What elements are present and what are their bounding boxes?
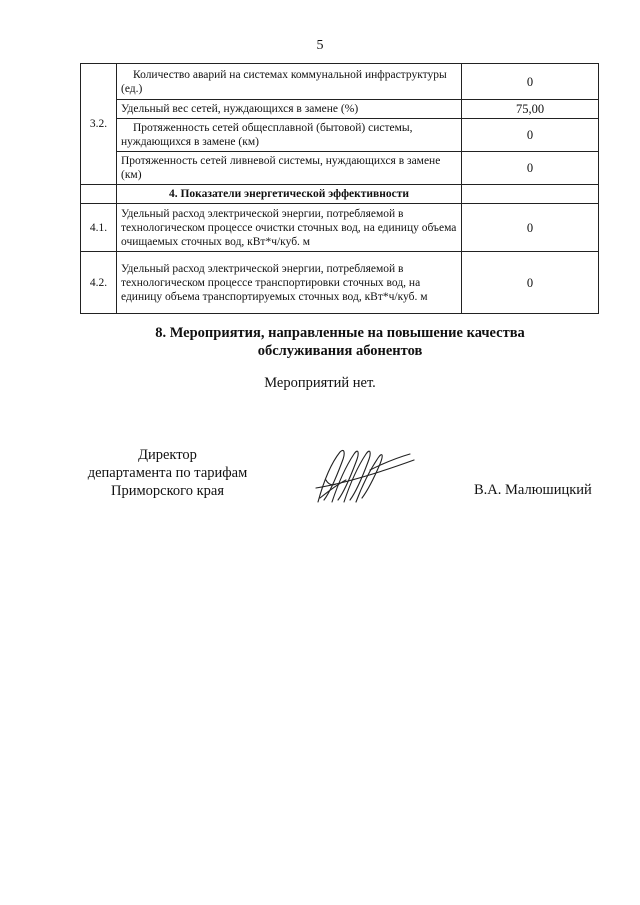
table-row — [81, 152, 599, 185]
indicator-description: Протяженность сетей общесплавной (бытовой) системы, нуждающихся в замене (км) — [117, 119, 462, 152]
position-line: Приморского края — [110, 483, 224, 499]
row-number: 4.1. — [81, 204, 117, 252]
indicator-description: Протяженность сетей ливневой системы, нуждающихся в замене (км) — [117, 152, 462, 185]
section-heading: 4. Показатели энергетической эффективности — [117, 185, 462, 204]
section-title-line: 8. Мероприятия, направленные на повышение качества — [155, 325, 525, 341]
page-number: 5 — [316, 38, 324, 53]
indicator-value: 0 — [462, 252, 599, 314]
table-row — [81, 204, 599, 252]
empty-cell — [81, 185, 117, 204]
section-heading-row — [81, 185, 599, 204]
indicator-description: Количество аварий на системах коммунальной инфраструктуры (ед.) — [117, 64, 462, 100]
indicator-value: 75,00 — [462, 100, 599, 119]
section-body: Мероприятий нет. — [264, 375, 376, 391]
signatory-position — [60, 446, 275, 500]
indicators-table — [80, 63, 599, 314]
position-line: департамента по тарифам — [87, 465, 248, 481]
row-number: 4.2. — [81, 252, 117, 314]
indicator-description: Удельный расход электрической энергии, потребляемой в технологическом процессе очистки сточных вод, на единицу объема очищаемых сточных вод, кВт*ч/куб. м — [117, 204, 462, 252]
indicator-description: Удельный расход электрической энергии, потребляемой в технологическом процессе транспортировки сточных вод, на единицу объема транспортируемых сточных вод, кВт*ч/куб. м — [117, 252, 462, 314]
signatory-name: В.А. Малюшицкий — [474, 482, 592, 498]
table-row — [81, 252, 599, 314]
table-row — [81, 100, 599, 119]
indicator-value: 0 — [462, 204, 599, 252]
handwritten-signature — [310, 440, 420, 510]
empty-cell — [462, 185, 599, 204]
indicator-value: 0 — [462, 64, 599, 100]
row-number-cell — [81, 64, 117, 185]
indicator-value: 0 — [462, 152, 599, 185]
indicator-value: 0 — [462, 119, 599, 152]
position-line: Директор — [138, 447, 197, 463]
section-title-line: обслуживания абонентов — [257, 343, 423, 359]
section-title — [60, 324, 620, 360]
table-row — [81, 119, 599, 152]
indicator-description: Удельный вес сетей, нуждающихся в замене (%) — [117, 100, 462, 119]
row-number: 3.2. — [89, 118, 108, 130]
table-row — [81, 64, 599, 100]
